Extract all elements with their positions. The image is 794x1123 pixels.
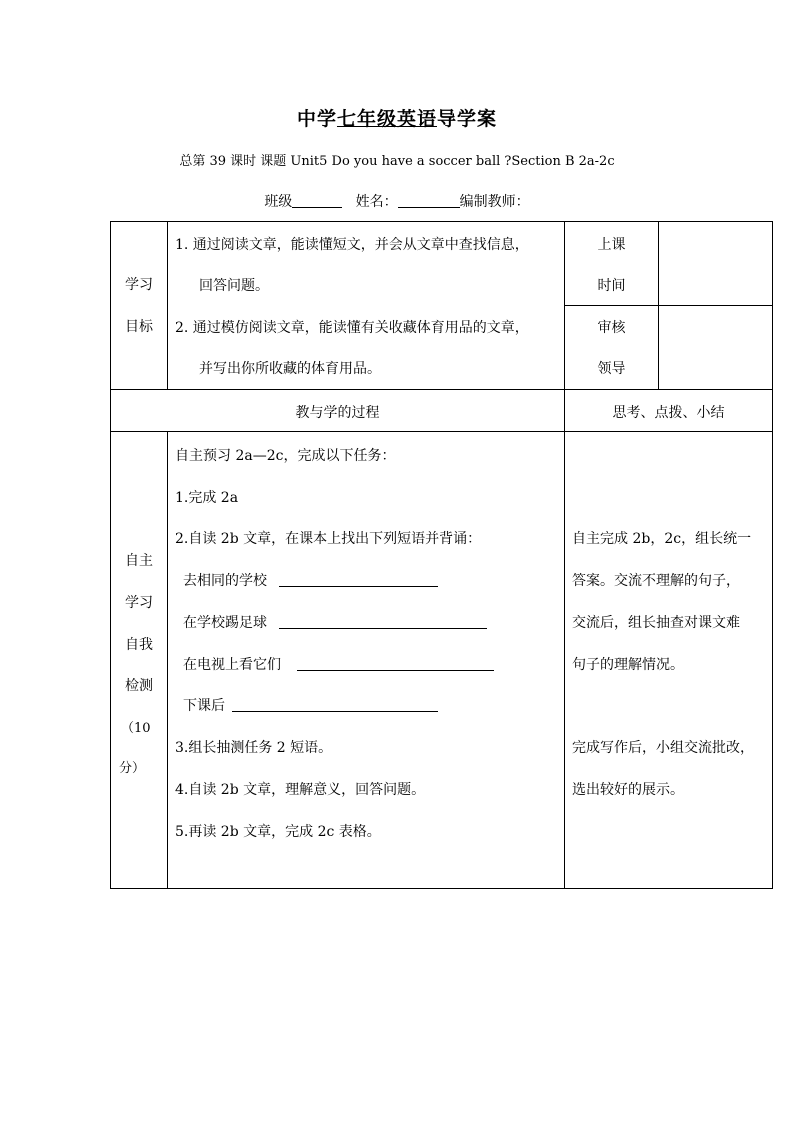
task-5: 5.再读 2b 文章，完成 2c 表格。 [175,824,381,840]
process-header-right: 思考、点拨、小结 [612,405,725,421]
self-study-intro: 自主预习 2a—2c，完成以下任务： [175,448,396,464]
page-title [0,104,794,131]
teacher-label: 编制教师： [459,194,530,210]
review-label-1: 审核 [597,320,626,336]
phrase-1: 去相同的学校 [183,573,267,589]
process-header-left-cell [110,389,565,432]
review-value-cell[interactable] [658,305,773,390]
self-study-label-5: （10 [121,721,151,736]
objective-2-line1: 2. 通过模仿阅读文章，能读懂有关收藏体育用品的文章， [175,320,529,336]
self-study-content-cell [167,431,565,889]
task-3: 3.组长抽测任务 2 短语。 [175,740,333,756]
objectives-label-cell [110,221,168,390]
info-line [0,191,794,211]
process-header-left: 教与学的过程 [295,405,380,421]
self-study-label-6: 分） [119,761,146,776]
class-time-label-cell [564,221,659,306]
phrase-3-blank[interactable] [297,670,494,671]
task-1: 1.完成 2a [175,490,239,506]
title-part1: 中学 [296,108,337,130]
note-1-line2: 答案。交流不理解的句子， [572,573,740,589]
title-part3: 导学案 [437,108,498,130]
phrase-2-blank[interactable] [279,628,487,629]
name-blank[interactable] [398,193,460,208]
objective-1-line2: 回答问题。 [199,278,269,294]
notes-cell [564,431,773,889]
class-blank[interactable] [292,193,342,208]
phrase-2: 在学校踢足球 [183,615,267,631]
objectives-label-2: 目标 [125,319,153,335]
self-study-label-2: 学习 [125,595,153,611]
self-study-label-4: 检测 [125,678,153,694]
objectives-content-cell [167,221,565,390]
lesson-line: 总第 39 课时 课题 Unit5 Do you have a soccer ball ?Section B 2a-2c [179,154,615,169]
class-time-label-2: 时间 [597,278,626,294]
objective-1-line1: 1. 通过阅读文章，能读懂短文，并会从文章中查找信息， [175,237,529,253]
phrase-3: 在电视上看它们 [183,657,281,673]
objective-2-line2: 并写出你所收藏的体育用品。 [199,361,381,377]
task-2: 2.自读 2b 文章，在课本上找出下列短语并背诵： [175,531,482,547]
name-label: 姓名： [355,194,398,210]
phrase-1-blank[interactable] [279,586,438,587]
class-time-label-1: 上课 [597,237,626,253]
note-2-line1: 完成写作后，小组交流批改， [572,740,754,756]
class-label: 班级 [264,194,293,210]
objectives-label-1: 学习 [125,277,153,293]
review-label-2: 领导 [597,361,626,377]
phrase-4-blank[interactable] [232,711,438,712]
title-part2: 七年级英语 [336,108,437,130]
self-study-label-3: 自我 [125,637,153,653]
note-1-line1: 自主完成 2b，2c，组长统一 [572,531,752,547]
note-1-line4: 句子的理解情况。 [572,657,684,673]
process-header-right-cell [564,389,773,432]
note-1-line3: 交流后，组长抽查对课文难 [572,615,740,631]
class-time-value-cell[interactable] [658,221,773,306]
self-study-label-1: 自主 [125,553,153,569]
review-label-cell [564,305,659,390]
phrase-4: 下课后 [183,698,225,714]
note-2-line2: 选出较好的展示。 [572,782,684,798]
self-study-label-cell [110,431,168,889]
task-4: 4.自读 2b 文章，理解意义，回答问题。 [175,782,426,798]
